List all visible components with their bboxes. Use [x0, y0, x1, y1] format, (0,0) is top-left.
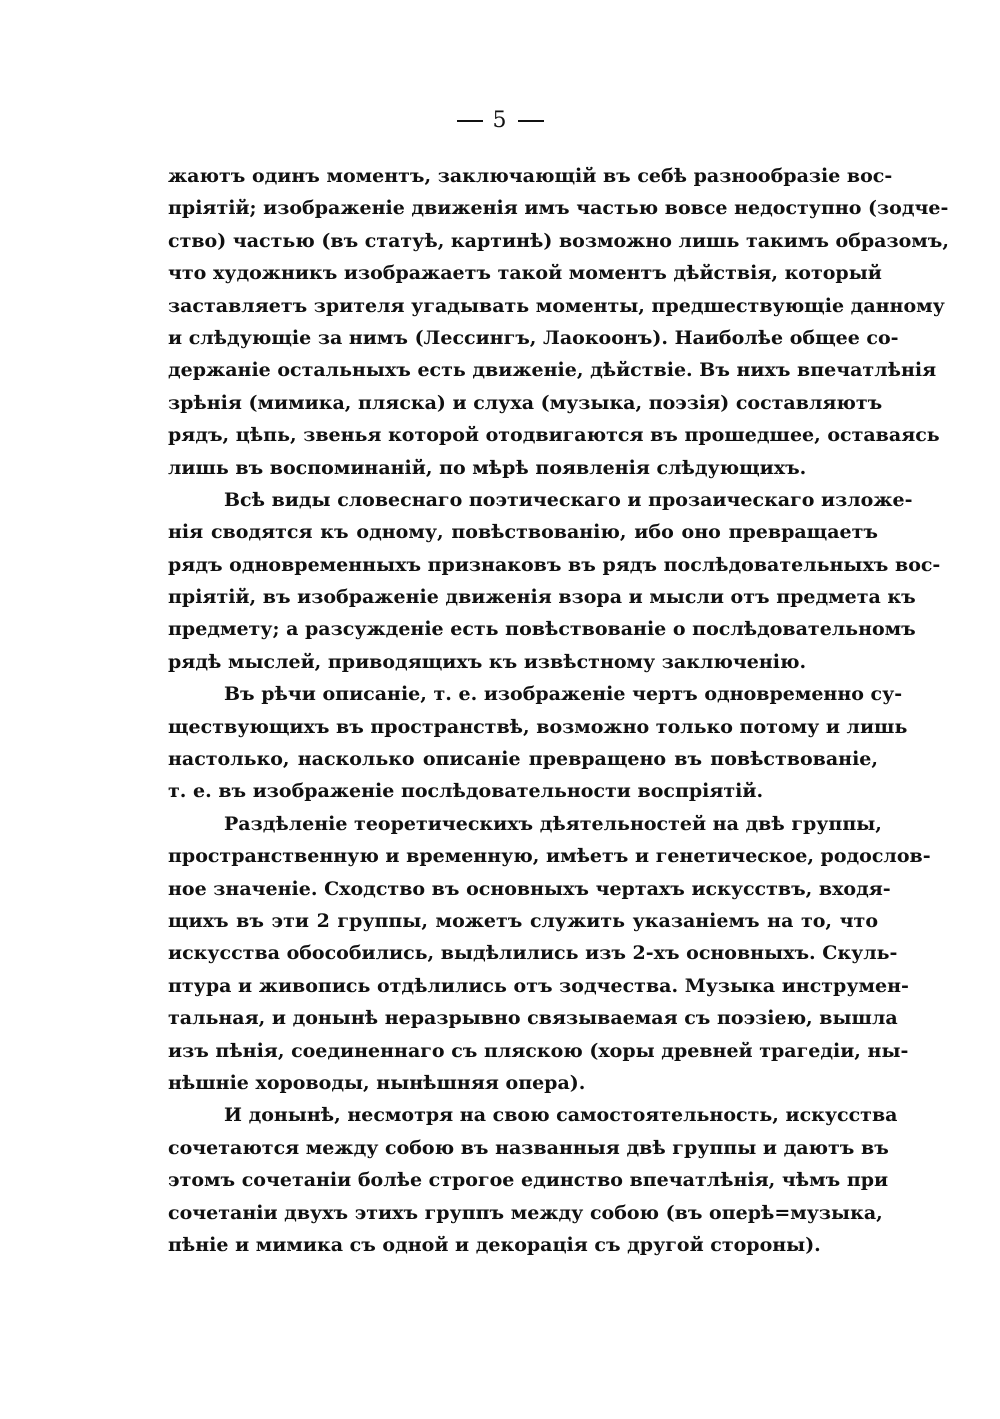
paragraph [168, 678, 908, 808]
text-line: сочетаются между собою въ названныя двѣ группы и даютъ въ [168, 1136, 889, 1159]
text-line: сочетаніи двухъ этихъ группъ между собою (въ оперѣ=музыка, [168, 1201, 883, 1224]
paragraph [168, 484, 941, 678]
text-line: Въ рѣчи описаніе, т. е. изображеніе чертъ одновременно су- [224, 683, 903, 706]
text-line: искусства обособились, выдѣлились изъ 2-хъ основныхъ. Скуль- [168, 942, 898, 965]
paragraph [168, 808, 931, 1100]
text-line: зрѣнія (мимика, пляска) и слуха (музыка, поэзія) составляютъ [168, 391, 883, 414]
page-number-value: 5 [492, 108, 508, 133]
text-line: ство) частью (въ статуѣ, картинѣ) возможно лишь такимъ образомъ, [168, 229, 949, 252]
paragraph [168, 160, 949, 484]
text-line: И донынѣ, несмотря на свою самостоятельность, искусства [224, 1104, 898, 1127]
text-line: щихъ въ эти 2 группы, можетъ служить указаніемъ на то, что [168, 909, 878, 932]
text-line: держаніе остальныхъ есть движеніе, дѣйствіе. Въ нихъ впечатлѣнія [168, 359, 937, 382]
text-line: жаютъ одинъ моментъ, заключающій въ себѣ разнообразіе вос- [168, 165, 893, 187]
text-line: ществующихъ въ пространствѣ, возможно только потому и лишь [168, 715, 908, 738]
page-number [0, 108, 1000, 133]
text-line: рядѣ мыслей, приводящихъ къ извѣстному заключенію. [168, 650, 807, 673]
text-line: пространственную и временную, имѣетъ и генетическое, родослов- [168, 845, 931, 868]
text-line: Всѣ виды словеснаго поэтическаго и прозаическаго изложе- [224, 488, 913, 511]
text-line: пріятій, въ изображеніе движенія взора и мысли отъ предмета къ [168, 586, 916, 609]
dash-right [518, 120, 544, 122]
text-line: птура и живопись отдѣлились отъ зодчества. Музыка инструмен- [168, 974, 909, 997]
text-line: что художникъ изображаетъ такой моментъ дѣйствія, который [168, 262, 882, 285]
text-line: ное значеніе. Сходство въ основныхъ чертахъ искусствъ, входя- [168, 877, 891, 900]
text-line: рядъ, цѣпь, звенья которой отодвигаются въ прошедшее, оставаясь [168, 424, 940, 447]
body-text [168, 160, 949, 1261]
text-line: лишь въ воспоминаній, по мѣрѣ появленія слѣдующихъ. [168, 456, 807, 479]
text-line: т. е. въ изображеніе послѣдовательности воспріятій. [168, 780, 764, 803]
text-line: предмету; а разсужденіе есть повѣствованіе о послѣдовательномъ [168, 618, 916, 641]
paragraph [168, 1099, 898, 1261]
text-line: заставляетъ зрителя угадывать моменты, предшествующіе данному [168, 294, 945, 317]
text-line: настолько, насколько описаніе превращено въ повѣствованіе, [168, 748, 878, 771]
text-line: этомъ сочетаніи болѣе строгое единство впечатлѣнія, чѣмъ при [168, 1169, 889, 1192]
text-line: и слѣдующіе за нимъ (Лессингъ, Лаокоонъ). Наиболѣе общее со- [168, 326, 899, 349]
text-line: нія сводятся къ одному, повѣствованію, ибо оно превращаетъ [168, 521, 878, 544]
text-line: нѣшніе хороводы, нынѣшняя опера). [168, 1071, 586, 1094]
text-line: тальная, и донынѣ неразрывно связываемая съ поэзіею, вышла [168, 1007, 898, 1030]
text-line: Раздѣленіе теоретическихъ дѣятельностей на двѣ группы, [224, 812, 882, 835]
text-line: изъ пѣнія, соединеннаго съ пляскою (хоры древней трагедіи, ны- [168, 1039, 909, 1062]
dash-left [457, 120, 483, 122]
text-line: пѣніе и мимика съ одной и декорація съ другой стороны). [168, 1233, 821, 1256]
text-line: рядъ одновременныхъ признаковъ въ рядъ послѣдовательныхъ вос- [168, 553, 941, 576]
text-line: пріятій; изображеніе движенія имъ частью вовсе недоступно (зодче- [168, 197, 949, 220]
